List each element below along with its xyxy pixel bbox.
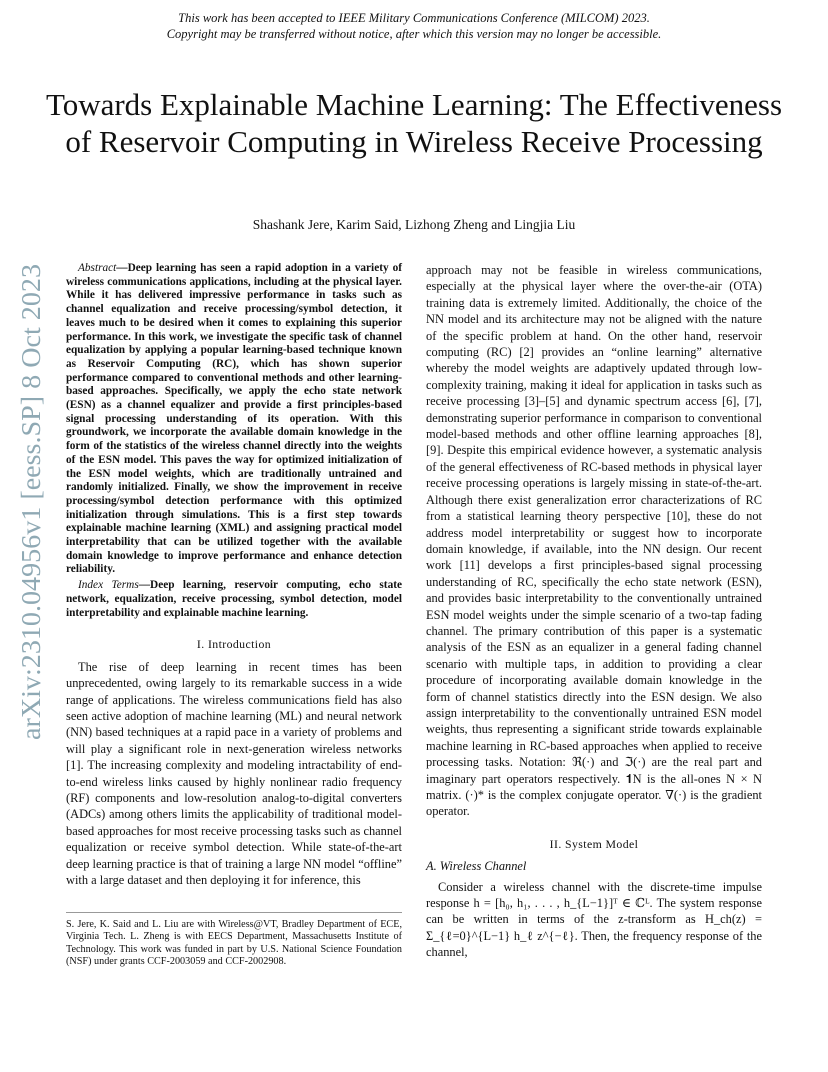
intro-paragraph-continued: approach may not be feasible in wireless communications, especially at the physical layer where the over-the-air (OTA) training data is extremely limited. Additionally, the choice of the NN model and its architecture may not be aligned with the nature of the specific problem at hand. On the other hand, reservoir computing (RC) [2] provides an “online learning” alternative whereby the model weights are adaptively updated through low-complexity training, making it ideal for application in tasks such as receive processing [3]–[5] and dynamic spectrum access [6], [7], demonstrating superior performance in comparison to conventional model-based methods and other offline learning approaches [8], [9]. Despite this empirical evidence however, a systematic analysis of the general effectiveness of RC-based methods in physical layer receive processing operations is largely missing in state-of-the-art. Although there exist generalization error characterizations of RC from a statistical learning theory perspective [10], these do not address model interpretability or suggest how to incorporate domain knowledge, if available, into the NN design. Our recent work [11] develops a first principles-based signal processing understanding of RC, specifically the echo state network (ESN), and provides basic interpretability to the conventionally untrained ESN model weights under the simple scenario of a two-tap fading channel. The primary contribution of this paper is a systematic analysis of the ESN as an equalizer in a general fading channel scenario with multiple taps, in addition to providing a clear procedure of incorporating available domain knowledge in the form of channel statistics directly into the ESN design. We also assign interpretability to the conventionally untrained ESN model weights, thus representing a significant stride towards explainable machine learning in RC-based approaches when applied to receive processing tasks. Notation: ℜ(·) and ℑ(·) are the real part and imaginary part operators respectively. 𝟏N is the all-ones N × N matrix. (·)* is the complex conjugate operator. ∇(·) is the gradient operator.	[426, 263, 762, 819]
subsection-heading-wireless-channel: A. Wireless Channel	[426, 859, 527, 874]
right-column	[426, 262, 762, 961]
abstract-label: Abstract	[78, 262, 117, 274]
paper-title: Towards Explainable Machine Learning: The Effectiveness of Reservoir Computing in Wireless Receive Processing	[45, 87, 783, 159]
copyright-notice	[0, 10, 828, 42]
author-list: Shashank Jere, Karim Said, Lizhong Zheng and Lingjia Liu	[252, 217, 576, 232]
index-terms-text: —Deep learning, reservoir computing, echo state network, equalization, receive processing, symbol detection, model interpretability and explainable machine learning.	[66, 579, 402, 619]
section-heading-introduction: I. Introduction	[196, 637, 272, 652]
notice-line-2: Copyright may be transferred without notice, after which this version may no longer be accessible.	[166, 27, 662, 41]
notice-line-1: This work has been accepted to IEEE Military Communications Conference (MILCOM) 2023.	[178, 11, 650, 25]
arxiv-id: arXiv:2310.04956v1 [eess.SP] 8 Oct 2023	[16, 282, 46, 740]
section-heading-system-model: II. System Model	[549, 836, 639, 851]
index-terms-label: Index Terms	[78, 579, 139, 592]
intro-paragraph: The rise of deep learning in recent times has been unprecedented, owing largely to its remarkable success in a wide range of applications. The wireless communications field has also seen active adoption of machine learning (ML) and neural network (NN) based techniques at a rapid pace in a variety of problems and will play a significant role in next-generation wireless networks [1]. The increasing complexity and modeling intractability of end-to-end wireless links caused by highly nonlinear radio frequency (RF) components and low-resolution analog-to-digital converters (ADCs) among others limits the applicability of traditional model-based approaches for most receive processing tasks such as channel equalization or receive symbol detection. While state-of-the-art deep learning practice is that of training a large NN model “offline” with a large dataset and then deploying it for inference, this	[66, 659, 402, 887]
index-terms	[66, 579, 402, 620]
system-model-paragraph: Consider a wireless channel with the discrete-time impulse response h = [h₀, h₁, . . . , h_{L−1}]ᵀ ∈ ℂᴸ. The system response can be written in terms of the z-transform as H_ch(z) = Σ_{ℓ=0}^{L−1} h_ℓ z^{−ℓ}. Then, the frequency response of the channel,	[426, 879, 762, 960]
footnote: S. Jere, K. Said and L. Liu are with Wireless@VT, Bradley Department of ECE, Virginia Tech. L. Zheng is with EECS Department, Massachusetts Institute of Technology. This work was funded in part by U.S. National Science Foundation (NSF) under grants CCF-2003059 and CCF-2002908.	[66, 912, 402, 969]
abstract	[66, 262, 402, 577]
arxiv-stamp	[14, 262, 46, 742]
abstract-text: —Deep learning has seen a rapid adoption in a variety of wireless communications applications, including at the physical layer. While it has delivered impressive performance in tasks such as channel equalization and receive processing/symbol detection, it leaves much to be desired when it comes to explaining this superior performance. In this work, we investigate the specific task of channel equalization by applying a popular learning-based technique known as Reservoir Computing (RC), which has shown superior performance compared to conventional methods and other learning-based approaches. Specifically, we apply the echo state network (ESN) as a channel equalizer and provide a first principles-based signal processing understanding of its operation. With this groundwork, we incorporate the available domain knowledge in the form of the statistics of the wireless channel directly into the weights of the ESN model. This paves the way for optimized initialization of the ESN model weights, which are traditionally untrained and randomly initialized. Finally, we show the improvement in receive processing/symbol detection performance with this optimized initialization through simulations. This is a first step towards explainable machine learning (XML) and assigning practical model interpretability that can be utilized together with the available domain knowledge to improve performance and enhance detection reliability.	[66, 262, 402, 576]
left-column	[66, 262, 402, 888]
